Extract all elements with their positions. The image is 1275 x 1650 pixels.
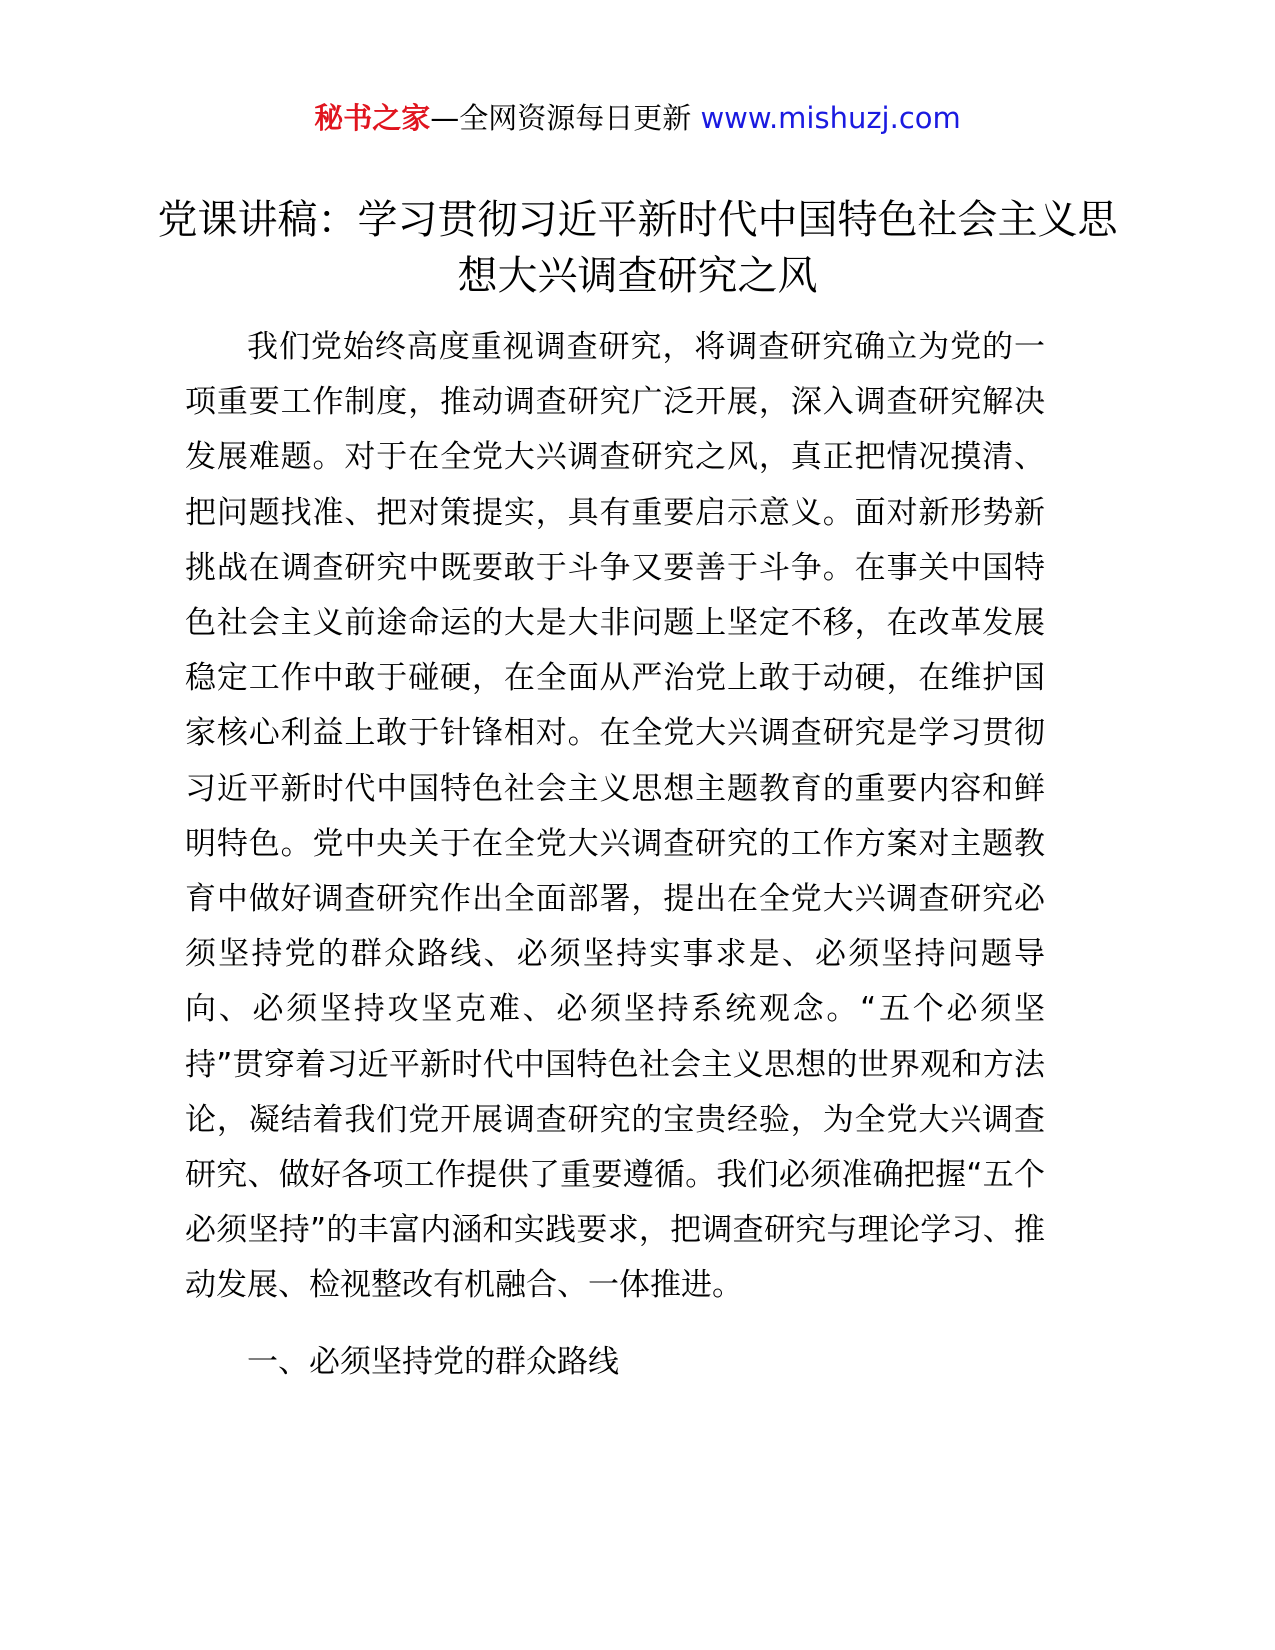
body-paragraph: 我们党始终高度重视调查研究，将调查研究确立为党的一项重要工作制度，推动调查研究广泛开展，深入调查研究解决发展难题。对于在全党大兴调查研究之风，真正把情况摸清、把问题找准、把对策提实，具有重要启示意义。面对新形势新挑战在调查研究中既要敢于斗争又要善于斗争。在事关中国特色社会主义前途命运的大是大非问题上坚定不移，在改革发展稳定工作中敢于碰硬，在全面从严治党上敢于动硬，在维护国家核心利益上敢于针锋相对。在全党大兴调查研究是学习贯彻习近平新时代中国特色社会主义思想主题教育的重要内容和鲜明特色。党中央关于在全党大兴调查研究的工作方案对主题教育中做好调查研究作出全面部署，提出在全党大兴调查研究必须坚持党的群众路线、必须坚持实事求是、必须坚持问题导向、必须坚持攻坚克难、必须坚持系统观念。“五个必须坚持”贯穿着习近平新时代中国特色社会主义思想的世界观和方法论，凝结着我们党开展调查研究的宝贵经验，为全党大兴调查研究、做好各项工作提供了重要遵循。我们必须准确把握“五个必须坚持”的丰富内涵和实践要求，把调查研究与理论学习、推动发展、检视整改有机融合、一体推进。 bbox=[185, 329, 1045, 1304]
section-heading: 一、必须坚持党的群众路线 bbox=[247, 1344, 619, 1380]
document-title: 党课讲稿：学习贯彻习近平新时代中国特色社会主义思想大兴调查研究之风 bbox=[157, 197, 1118, 299]
site-tagline: —全网资源每日更新 bbox=[430, 101, 701, 135]
site-header bbox=[0, 98, 1275, 138]
site-brand: 秘书之家 bbox=[314, 101, 431, 135]
site-url-link[interactable]: www.mishuzj.com bbox=[700, 101, 961, 135]
